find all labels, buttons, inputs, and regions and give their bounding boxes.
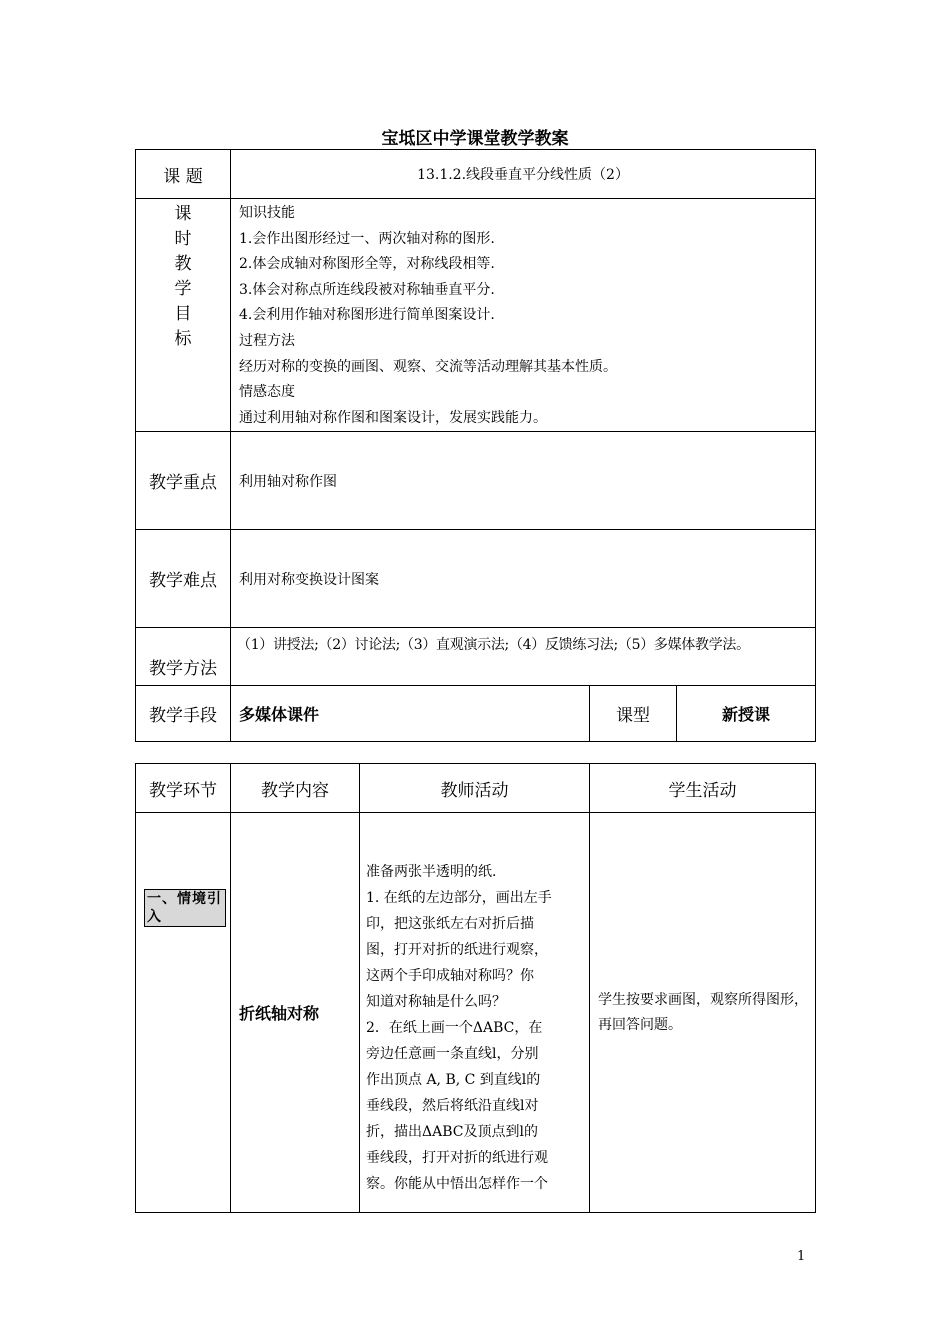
means-label: 教学手段 [136, 686, 231, 742]
method-row [136, 628, 816, 686]
header-teacher-activity: 教师活动 [360, 764, 590, 813]
teacher-activity-cell [360, 813, 590, 1213]
lesson-type-label: 课型 [590, 686, 677, 742]
objective-item: 经历对称的变换的画图、观察、交流等活动理解其基本性质。 [239, 358, 617, 375]
teacher-line: 准备两张半透明的纸. [366, 864, 497, 880]
means-row [136, 686, 816, 742]
teaching-process-table [135, 763, 816, 1213]
objectives-label-char: 课 [174, 204, 192, 224]
stage-label: 一、情境引入 [144, 889, 226, 927]
teacher-line: 察。你能从中悟出怎样作一个 [366, 1176, 548, 1192]
teacher-line: 1. 在纸的左边部分，画出左手 [366, 890, 552, 906]
key-point-label: 教学重点 [136, 432, 231, 530]
process-row [136, 813, 816, 1213]
objective-item: 通过利用轴对称作图和图案设计，发展实践能力。 [239, 409, 547, 426]
topic-row [136, 150, 816, 199]
objective-item: 4.会利用作轴对称图形进行简单图案设计. [239, 307, 495, 324]
objective-item: 3.体会对称点所连线段被对称轴垂直平分. [239, 281, 495, 298]
content-cell: 折纸轴对称 [231, 813, 360, 1213]
teacher-line: 这两个手印成轴对称吗？你 [366, 968, 534, 984]
objective-heading: 情感态度 [239, 384, 295, 401]
objectives-label-char: 教 [174, 254, 192, 274]
objectives-label-char: 学 [174, 279, 192, 299]
method-label: 教学方法 [136, 628, 231, 686]
page-number: 1 [797, 1249, 806, 1264]
objective-item: 2.体会成轴对称图形全等，对称线段相等. [239, 256, 495, 273]
objectives-content [231, 199, 816, 432]
objective-heading: 知识技能 [239, 205, 295, 221]
means-value: 多媒体课件 [231, 686, 590, 742]
teacher-line: 2．在纸上画一个ΔABC，在 [366, 1020, 543, 1036]
method-value: （1）讲授法;（2）讨论法;（3）直观演示法;（4）反馈练习法;（5）多媒体教学法。 [231, 628, 816, 686]
lesson-info-table [135, 149, 816, 742]
objectives-label-char: 时 [174, 229, 192, 249]
objectives-row [136, 199, 816, 432]
document-title: 宝坻区中学课堂教学教案 [381, 129, 569, 149]
difficulty-row [136, 530, 816, 628]
teacher-line: 知道对称轴是什么吗？ [366, 994, 506, 1010]
teacher-line: 印，把这张纸左右对折后描 [366, 916, 534, 932]
topic-value: 13.1.2.线段垂直平分线性质（2） [231, 150, 816, 199]
teacher-line: 作出顶点 A, B, C 到直线l的 [366, 1072, 541, 1088]
objective-item: 1.会作出图形经过一、两次轴对称的图形. [239, 230, 495, 247]
objectives-label-char: 目 [174, 304, 192, 324]
objectives-label-char: 标 [174, 329, 192, 349]
stage-cell [136, 813, 231, 1213]
teacher-line: 图，打开对折的纸进行观察， [366, 942, 548, 958]
objective-heading: 过程方法 [239, 332, 295, 349]
student-activity-cell: 学生按要求画图，观察所得图形，再回答问题。 [590, 813, 816, 1213]
teacher-line: 折，描出ΔABC及顶点到l的 [366, 1124, 538, 1140]
header-student-activity: 学生活动 [590, 764, 816, 813]
teacher-line: 垂线段，打开对折的纸进行观 [366, 1150, 548, 1166]
header-content: 教学内容 [231, 764, 360, 813]
key-point-row [136, 432, 816, 530]
header-stage: 教学环节 [136, 764, 231, 813]
key-point-value: 利用轴对称作图 [231, 432, 816, 530]
difficulty-label: 教学难点 [136, 530, 231, 628]
difficulty-value: 利用对称变换设计图案 [231, 530, 816, 628]
lesson-type-value: 新授课 [677, 686, 816, 742]
teacher-line: 旁边任意画一条直线l，分别 [366, 1046, 539, 1062]
objectives-label [136, 199, 231, 432]
topic-label: 课 题 [136, 150, 231, 199]
teacher-line: 垂线段，然后将纸沿直线l对 [366, 1098, 539, 1114]
process-header-row [136, 764, 816, 813]
